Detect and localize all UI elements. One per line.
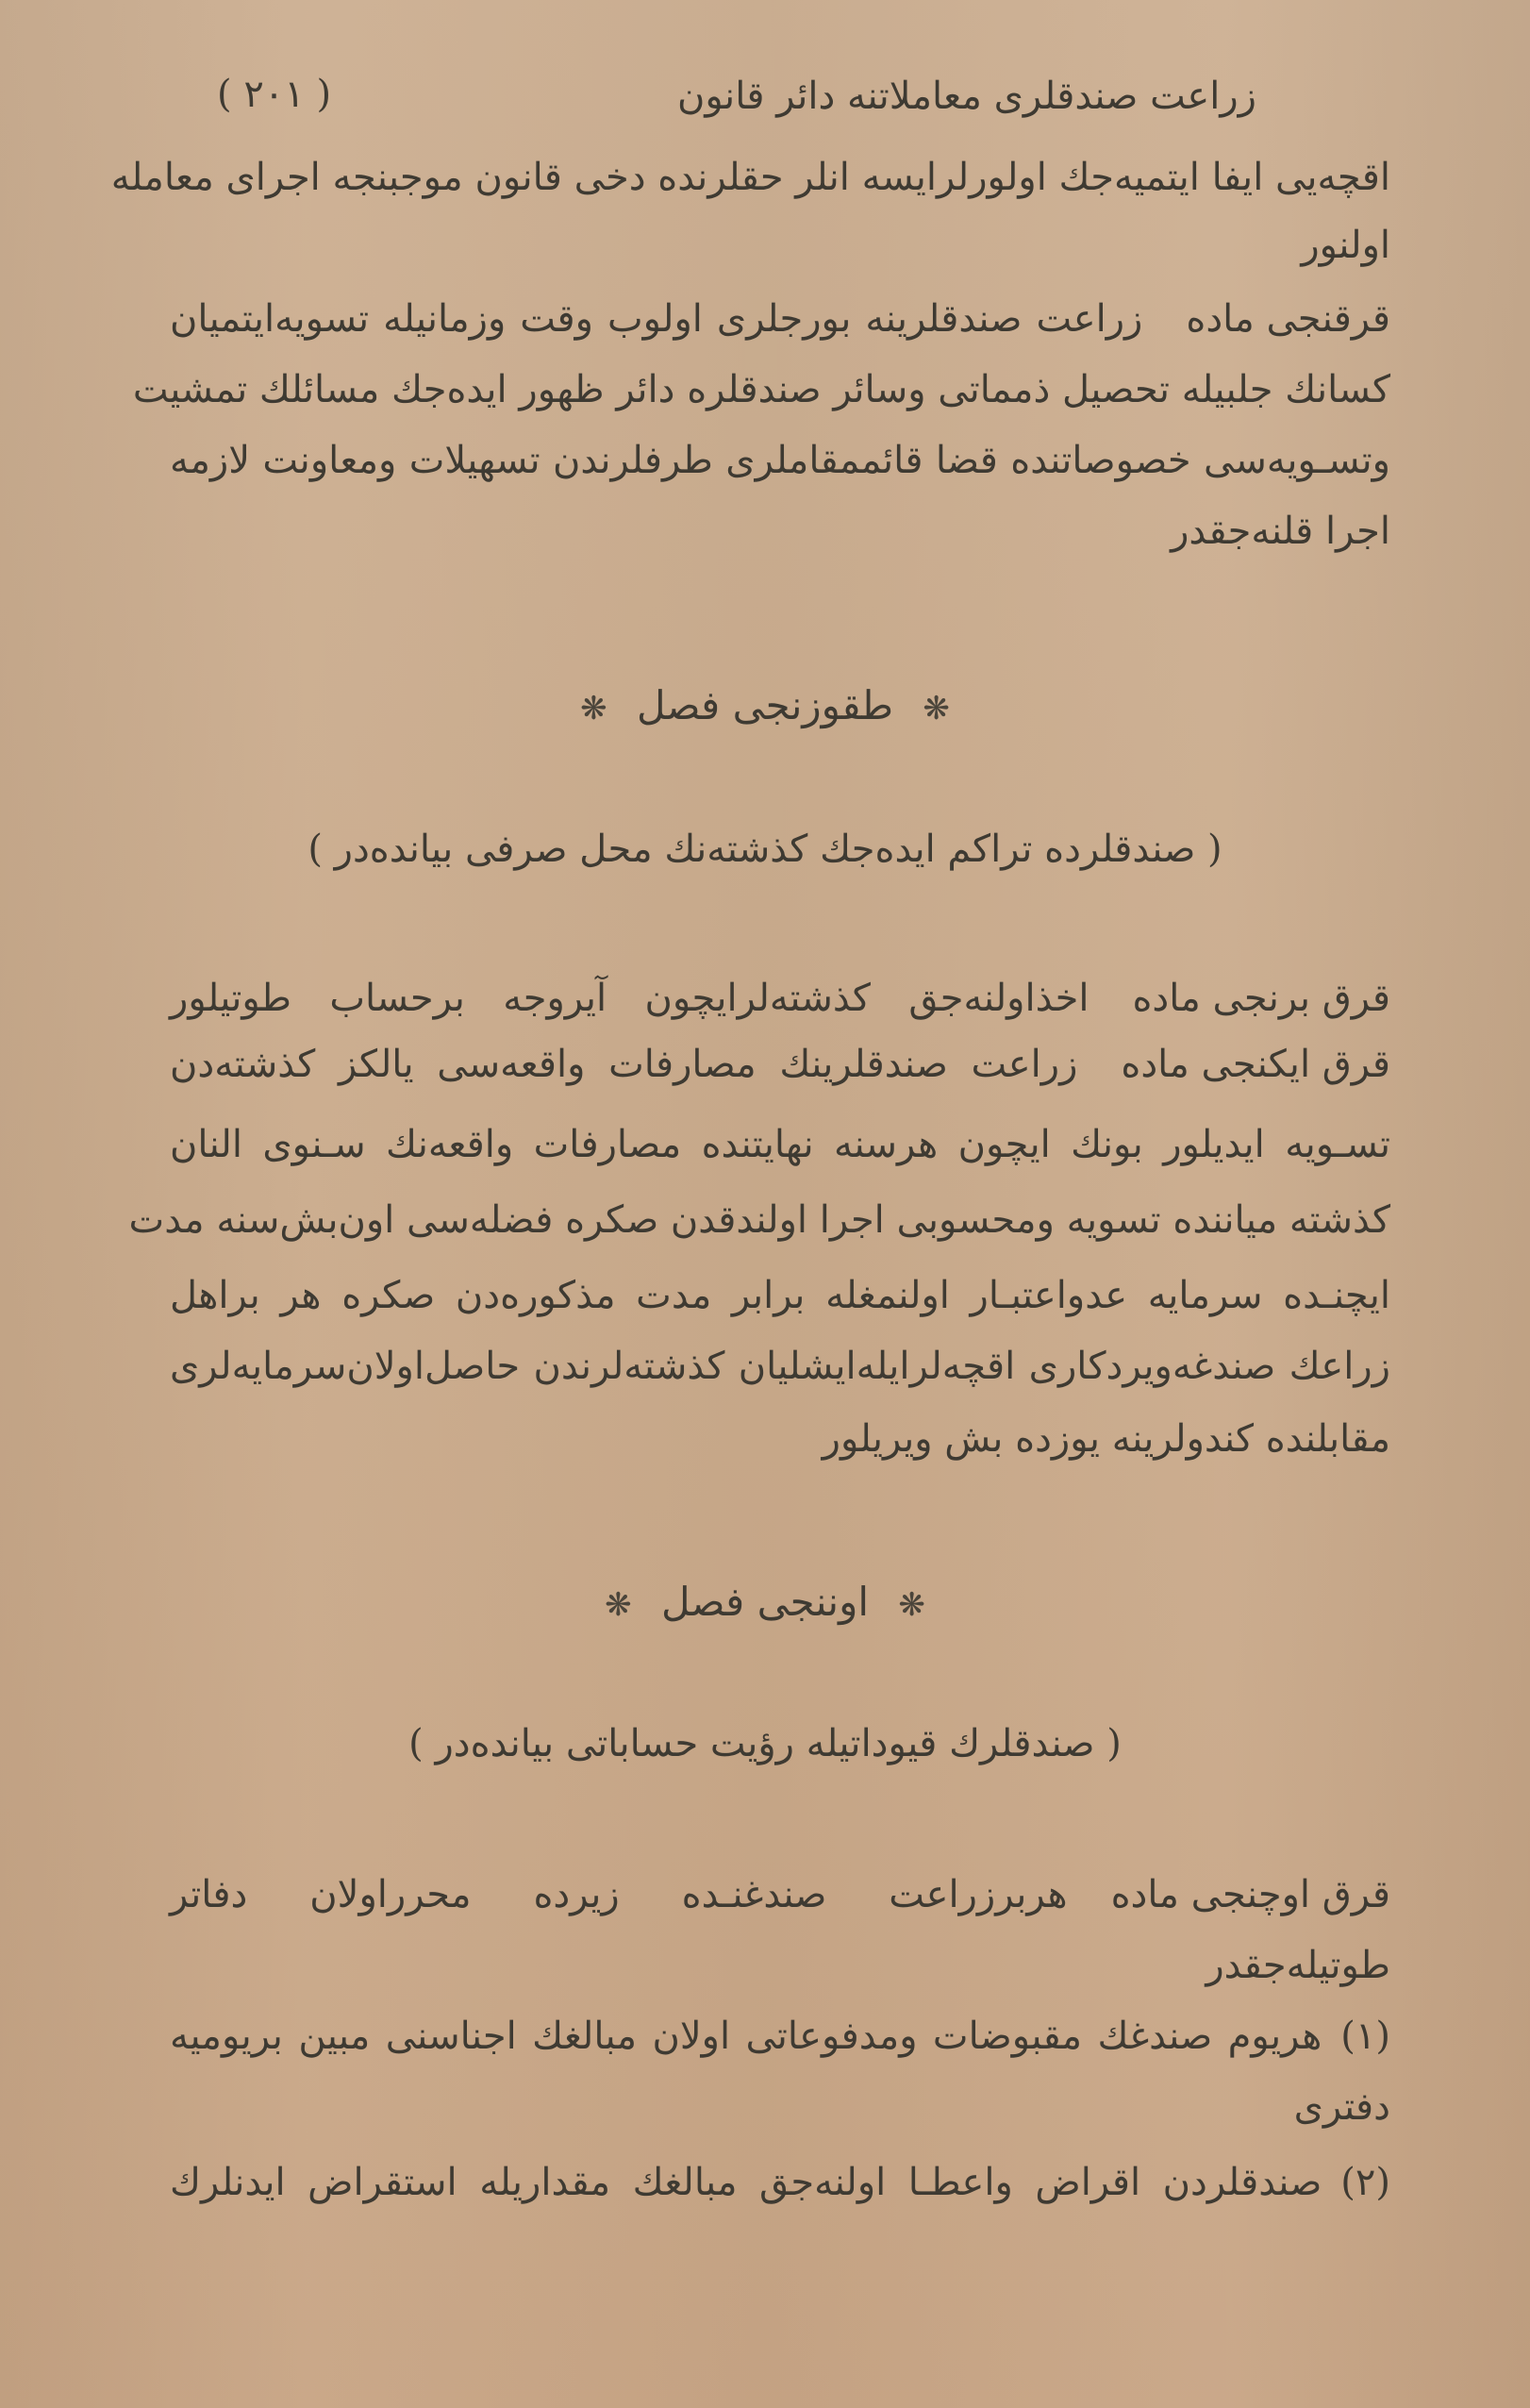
list-item-2: (۲)صندقلردن اقراض واعطـا اولنه‌جق مبالغك مقداریله استقراض ایدنلرك <box>170 2156 1390 2209</box>
list-item-1: (۱)هریوم صندغك مقبوضات ومدفوعاتی اولان مبالغك اجناسنی مبین بریومیه <box>170 2010 1390 2063</box>
chapter-9-subtitle: ( صندقلرده تراكم ایده‌جك كذشته‌نك محل صرفی بیانده‌در ) <box>308 828 1222 871</box>
text-line: اولنور <box>1301 224 1390 267</box>
text-line: زراعك صندغه‌ویردكاری اقچه‌لرایله‌ایشلیان كذشته‌لرندن حاصل‌اولان‌سرمایه‌لری <box>170 1345 1390 1388</box>
text-line: كذشته میاننده تسویه ومحسوبی اجرا اولندقدن صكره فضله‌سی اون‌بش‌سنه مدت <box>128 1198 1390 1242</box>
text-line: ایچنـده سرمایه عدواعتبـار اولنمغله برابر مدت مذكوره‌دن صكره هر براهل <box>170 1274 1390 1317</box>
chapter-10-heading <box>0 1574 1530 1633</box>
text-line: كسانك جلبیله تحصیل ذمماتی وسائر صندقلره دائر ظهور ایده‌جك مسائلك تمشیت <box>132 368 1390 411</box>
text-line: دفتری <box>1293 2085 1390 2129</box>
text-line: اقچه‌یی ایفا ایتمیه‌جك اولورلرایسه انلر حقلرنده دخی قانون موجبنجه اجرای معامله <box>110 156 1390 199</box>
header-title: زراعت صندقلری معاملاتنه دائر قانون <box>677 75 1256 118</box>
article-43-line-1: قرق اوچنجی مادههربرزراعت صندغنـده زیرده محرراولان دفاتر <box>170 1868 1390 1921</box>
running-header <box>217 68 1256 134</box>
ornament-icon: ❋ <box>605 1586 632 1624</box>
article-42-line-1: قرق ایكنجی مادهزراعت صندقلرینك مصارفات واقعه‌سی یالكز كذشته‌دن <box>170 1038 1390 1091</box>
chapter-title: طقوزنجی فصل <box>636 682 894 728</box>
text-line: اجرا قلنه‌جقدر <box>1171 510 1390 553</box>
text-line: وتسـویه‌سی خصوصاتنده قضا قائممقاملری طرفلرندن تسهیلات ومعاونت لازمه <box>170 439 1390 482</box>
article-label: قرق برنجی ماده <box>1132 977 1390 1020</box>
text-line: مقابلنده كندولرینه یوزده بش ویریلور <box>822 1417 1390 1461</box>
chapter-9-heading <box>0 677 1530 737</box>
chapter-10-subtitle: ( صندقلرك قیوداتیله رؤیت حساباتی بیانده‌در ) <box>408 1722 1122 1765</box>
article-label: قرق اوچنجی ماده <box>1110 1873 1390 1916</box>
item-number: (۲) <box>1340 2161 1390 2204</box>
text-line: تسـویه ایدیلور بونك ایچون هرسنه نهایتنده مصارفات واقعه‌نك سـنوی النان <box>170 1123 1390 1166</box>
ornament-icon: ❋ <box>580 690 607 727</box>
article-label: قرقنجی ماده <box>1186 297 1390 341</box>
article-label: قرق ایكنجی ماده <box>1121 1043 1390 1086</box>
article-41-line-1: قرق برنجی مادهاخذاولنه‌جق كذشته‌لرایچون آیروجه برحساب طوتیلور <box>170 972 1390 1025</box>
text-line: طوتیله‌جقدر <box>1206 1944 1390 1987</box>
ornament-icon: ❋ <box>923 690 950 727</box>
article-40-line-1: قرقنجی مادهزراعت صندقلرینه بورجلری اولوب وقت وزمانیله تسویه‌ایتمیان <box>170 293 1390 345</box>
ornament-icon: ❋ <box>898 1586 925 1624</box>
chapter-title: اوننجی فصل <box>660 1579 870 1625</box>
page-number: ( ۲۰۱ ) <box>217 73 332 116</box>
item-number: (۱) <box>1340 2015 1390 2058</box>
